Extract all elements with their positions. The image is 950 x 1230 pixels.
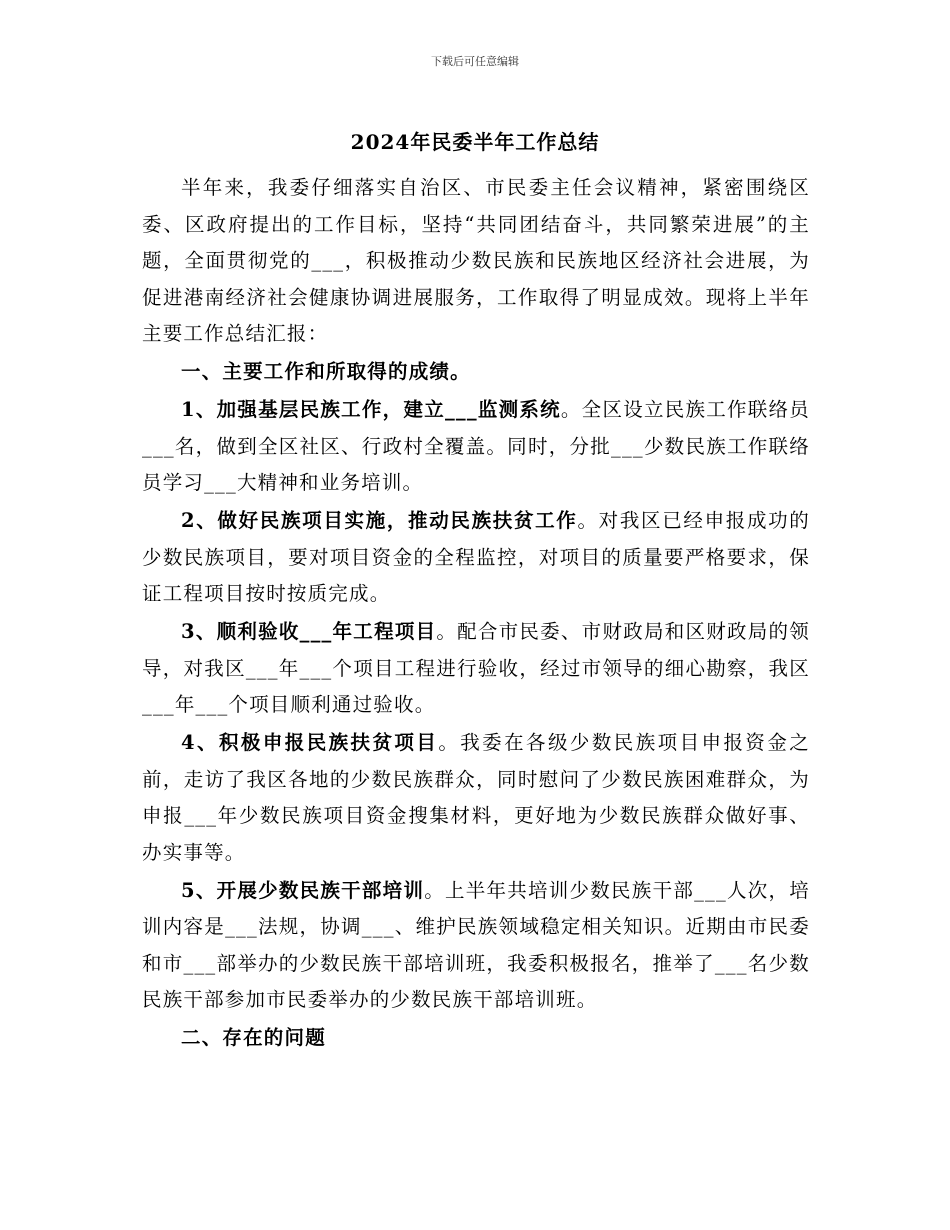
item-3-lead: 3、顺利验收___年工程项目 xyxy=(181,620,437,643)
item-1-paragraph xyxy=(142,392,810,502)
document-title: 2024年民委半年工作总结 xyxy=(350,130,600,154)
item-3-text: 。配合市民委、市财政局和区财政局的领导，对我区___年___个项目工程进行验收，经过市领导的细心勘察，我区___年___个项目顺利通过验收。 xyxy=(142,620,810,716)
page-header: 下载后可任意编辑 xyxy=(431,55,519,68)
item-5-lead: 5、开展少数民族干部培训 xyxy=(181,878,425,902)
item-4-paragraph xyxy=(142,725,810,871)
intro-paragraph: 半年来，我委仔细落实自治区、市民委主任会议精神，紧密围绕区委、区政府提出的工作目标，坚持“共同团结奋斗，共同繁荣进展”的主题，全面贯彻党的___，积极推动少数民族和民族地区经济社会进展，为促进港南经济社会健康协调进展服务，工作取得了明显成效。现将上半年主要工作总结汇报： xyxy=(142,176,810,345)
document-body xyxy=(142,170,810,1058)
item-4-lead: 4、积极申报民族扶贫项目 xyxy=(181,731,439,754)
item-2-lead: 2、做好民族项目实施，推动民族扶贫工作 xyxy=(181,509,578,532)
section-heading-problems: 二、存在的问题 xyxy=(181,1026,326,1049)
item-1-text: 。全区设立民族工作联络员___名，做到全区社区、行政村全覆盖。同时，分批___少数民族工作联络员学习___大精神和业务培训。 xyxy=(142,398,810,494)
item-1-lead: 1、加强基层民族工作，建立___监测系统 xyxy=(181,398,561,421)
item-2-text: 。对我区已经申报成功的少数民族项目，要对项目资金的全程监控，对项目的质量要严格要求，保证工程项目按时按质完成。 xyxy=(142,509,811,605)
item-2-paragraph xyxy=(142,503,810,613)
item-3-paragraph xyxy=(142,614,810,724)
section-heading-achievements: 一、主要工作和所取得的成绩。 xyxy=(181,360,471,383)
item-4-text: 。我委在各级少数民族项目申报资金之前，走访了我区各地的少数民族群众，同时慰问了少数民族困难群众，为申报___年少数民族项目资金搜集材料，更好地为少数民族群众做好事、办实事等。 xyxy=(142,731,810,864)
item-5-text: 。上半年共培训少数民族干部___人次，培训内容是___法规，协调___、维护民族领域稳定相关知识。近期由市民委和市___部举办的少数民族干部培训班，我委积极报名，推举了___名少数民族干部参加市民委举办的少数民族干部培训班。 xyxy=(142,878,810,1011)
item-5-paragraph xyxy=(142,873,810,1019)
